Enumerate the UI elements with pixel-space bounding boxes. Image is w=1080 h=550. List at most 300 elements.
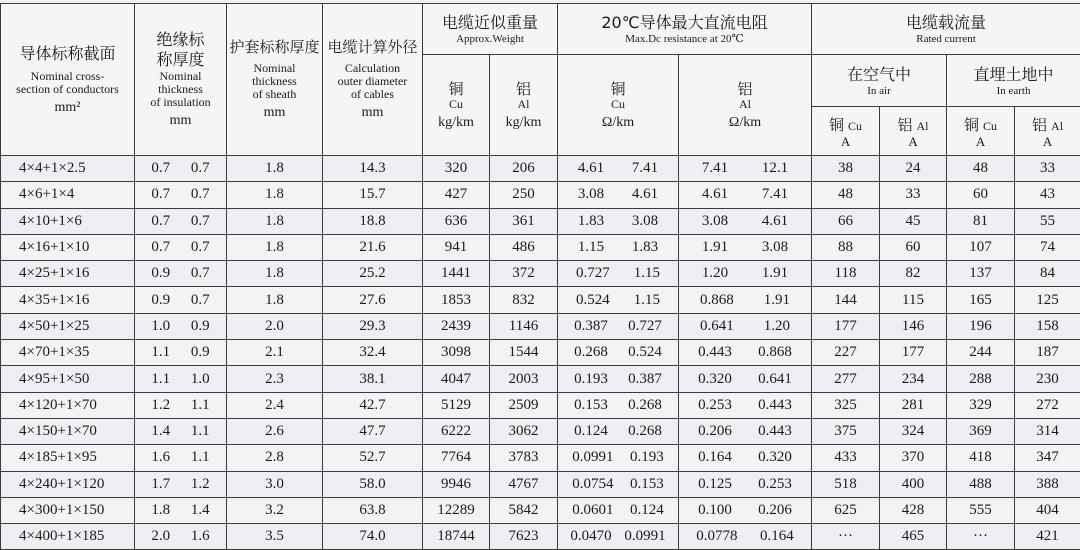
insulation-cell-value: 1.0	[151, 318, 170, 335]
earth-al-cell: 158	[1015, 313, 1080, 339]
resistance-cu-cell	[558, 497, 679, 523]
resistance-cu-cell-value: 0.153	[574, 397, 608, 414]
conductor-cell: 4×300+1×150	[1, 497, 135, 523]
resistance-cu-cell-value: 0.387	[628, 371, 662, 388]
earth-cu-cell: 81	[947, 208, 1015, 234]
insulation-cell-value: 0.7	[191, 186, 210, 203]
air-cu-cell: 144	[812, 287, 880, 313]
weight-al-cell: 486	[490, 234, 558, 260]
resistance-cu-cell-value: 0.0601	[572, 502, 613, 519]
insulation-cell-value: 0.7	[191, 265, 210, 282]
insulation-cell-value: 1.6	[151, 449, 170, 466]
weight-cu-cell: 1853	[423, 287, 490, 313]
insulation-cell-value: 0.9	[191, 344, 210, 361]
resistance-cu-cell-value: 7.41	[632, 160, 658, 177]
air-cu-cell: 625	[812, 497, 880, 523]
resistance-cu-cell	[558, 340, 679, 366]
header-air-cu: 铜 Cu A	[812, 107, 880, 156]
table-row	[1, 208, 1080, 234]
header-weight-al: 铝 Al kg/km	[490, 55, 558, 156]
resistance-cu-cell-value: 1.15	[578, 239, 604, 256]
resistance-al-cell	[679, 366, 812, 392]
conductor-cell: 4×50+1×25	[1, 313, 135, 339]
header-weight: 电缆近似重量 Approx.Weight	[423, 4, 558, 55]
insulation-cell	[135, 313, 227, 339]
insulation-cell-value: 1.6	[191, 528, 210, 545]
conductor-cell: 4×240+1×120	[1, 471, 135, 497]
air-cu-cell: 38	[812, 156, 880, 182]
resistance-al-cell	[679, 208, 812, 234]
weight-cu-cell: 941	[423, 234, 490, 260]
resistance-al-cell	[679, 287, 812, 313]
insulation-cell-value: 1.2	[151, 397, 170, 414]
insulation-cell-value: 0.7	[151, 239, 170, 256]
resistance-al-cell-value: 0.164	[698, 449, 732, 466]
header-conductor: 导体标称截面 Nominal cross- section of conductors mm²	[1, 4, 135, 156]
earth-cu-cell: 196	[947, 313, 1015, 339]
resistance-cu-cell-value: 0.727	[576, 265, 610, 282]
resistance-al-cell-value: 12.1	[762, 160, 788, 177]
diameter-cell: 27.6	[323, 287, 423, 313]
weight-al-cell: 7623	[490, 524, 558, 550]
insulation-cell	[135, 208, 227, 234]
resistance-al-cell	[679, 392, 812, 418]
diameter-cell: 47.7	[323, 418, 423, 444]
insulation-cell-value: 1.7	[151, 476, 170, 493]
table-row	[1, 497, 1080, 523]
weight-al-cell: 2509	[490, 392, 558, 418]
weight-cu-cell: 636	[423, 208, 490, 234]
table-row	[1, 287, 1080, 313]
resistance-cu-cell-value: 4.61	[578, 160, 604, 177]
insulation-cell	[135, 261, 227, 287]
resistance-cu-cell-value: 0.124	[630, 502, 664, 519]
resistance-al-cell	[679, 524, 812, 550]
earth-cu-cell: 60	[947, 182, 1015, 208]
insulation-cell-value: 0.7	[191, 160, 210, 177]
sheath-cell: 1.8	[227, 182, 323, 208]
air-al-cell: 82	[880, 261, 947, 287]
insulation-cell-value: 0.9	[151, 292, 170, 309]
header-in-earth: 直埋土地中 In earth	[947, 55, 1080, 107]
earth-al-cell: 388	[1015, 471, 1080, 497]
resistance-cu-cell-value: 0.0754	[572, 476, 613, 493]
sheath-cell: 1.8	[227, 156, 323, 182]
weight-al-cell: 1544	[490, 340, 558, 366]
air-cu-cell: 177	[812, 313, 880, 339]
air-al-cell: 465	[880, 524, 947, 550]
resistance-al-cell-value: 1.91	[762, 265, 788, 282]
resistance-cu-cell-value: 0.0991	[624, 528, 665, 545]
header-resistance: 20℃导体最大直流电阻 Max.Dc resistance at 20℃	[558, 4, 812, 55]
weight-al-cell: 5842	[490, 497, 558, 523]
resistance-al-cell	[679, 471, 812, 497]
resistance-cu-cell	[558, 445, 679, 471]
resistance-cu-cell-value: 0.268	[628, 397, 662, 414]
insulation-cell-value: 1.1	[151, 371, 170, 388]
resistance-al-cell-value: 0.320	[698, 371, 732, 388]
earth-cu-cell: 369	[947, 418, 1015, 444]
diameter-cell: 42.7	[323, 392, 423, 418]
table-row	[1, 524, 1080, 550]
resistance-cu-cell-value: 0.524	[628, 344, 662, 361]
air-al-cell: 33	[880, 182, 947, 208]
diameter-cell: 63.8	[323, 497, 423, 523]
earth-cu-cell: 165	[947, 287, 1015, 313]
air-cu-cell: 277	[812, 366, 880, 392]
resistance-cu-cell-value: 1.83	[578, 213, 604, 230]
header-diameter: 电缆计算外径 Calculation outer diameter of cables mm	[323, 4, 423, 156]
air-cu-cell: 118	[812, 261, 880, 287]
air-al-cell: 281	[880, 392, 947, 418]
conductor-cell: 4×70+1×35	[1, 340, 135, 366]
insulation-cell-value: 1.4	[151, 423, 170, 440]
resistance-cu-cell-value: 0.268	[628, 423, 662, 440]
resistance-cu-cell	[558, 234, 679, 260]
insulation-cell	[135, 234, 227, 260]
table-row	[1, 340, 1080, 366]
resistance-al-cell-value: 7.41	[702, 160, 728, 177]
resistance-cu-cell-value: 1.15	[634, 292, 660, 309]
earth-cu-cell: 107	[947, 234, 1015, 260]
insulation-cell-value: 1.1	[191, 423, 210, 440]
air-al-cell: 115	[880, 287, 947, 313]
weight-al-cell: 206	[490, 156, 558, 182]
resistance-al-cell-value: 1.20	[764, 318, 790, 335]
resistance-cu-cell	[558, 366, 679, 392]
resistance-al-cell-value: 0.253	[758, 476, 792, 493]
conductor-cell: 4×120+1×70	[1, 392, 135, 418]
resistance-al-cell-value: 3.08	[702, 213, 728, 230]
header-current: 电缆载流量 Rated current	[812, 4, 1080, 55]
weight-al-cell: 3783	[490, 445, 558, 471]
header-insulation: 绝缘标 称厚度 Nominal thickness of insulation mm	[135, 4, 227, 156]
diameter-cell: 25.2	[323, 261, 423, 287]
air-al-cell: 60	[880, 234, 947, 260]
insulation-cell-value: 0.9	[191, 318, 210, 335]
insulation-cell-value: 0.7	[151, 186, 170, 203]
weight-cu-cell: 1441	[423, 261, 490, 287]
resistance-cu-cell-value: 0.0991	[572, 449, 613, 466]
conductor-cell: 4×95+1×50	[1, 366, 135, 392]
insulation-cell-value: 1.2	[191, 476, 210, 493]
resistance-cu-cell	[558, 208, 679, 234]
earth-cu-cell: 244	[947, 340, 1015, 366]
resistance-cu-cell-value: 0.124	[574, 423, 608, 440]
resistance-al-cell-value: 0.641	[758, 371, 792, 388]
cable-spec-table	[0, 3, 1080, 550]
air-cu-cell: 88	[812, 234, 880, 260]
weight-cu-cell: 6222	[423, 418, 490, 444]
insulation-cell-value: 0.9	[151, 265, 170, 282]
resistance-cu-cell-value: 0.268	[574, 344, 608, 361]
resistance-cu-cell-value: 0.0470	[570, 528, 611, 545]
resistance-al-cell-value: 0.443	[758, 423, 792, 440]
conductor-cell: 4×400+1×185	[1, 524, 135, 550]
resistance-cu-cell	[558, 418, 679, 444]
resistance-al-cell	[679, 261, 812, 287]
sheath-cell: 1.8	[227, 261, 323, 287]
weight-al-cell: 832	[490, 287, 558, 313]
earth-cu-cell: 288	[947, 366, 1015, 392]
air-cu-cell: 66	[812, 208, 880, 234]
air-al-cell: 234	[880, 366, 947, 392]
resistance-cu-cell-value: 0.524	[576, 292, 610, 309]
resistance-cu-cell	[558, 392, 679, 418]
resistance-cu-cell	[558, 313, 679, 339]
insulation-cell-value: 1.1	[151, 344, 170, 361]
insulation-cell-value: 1.1	[191, 397, 210, 414]
weight-cu-cell: 4047	[423, 366, 490, 392]
earth-al-cell: 74	[1015, 234, 1080, 260]
sheath-cell: 1.8	[227, 287, 323, 313]
air-al-cell: 24	[880, 156, 947, 182]
resistance-al-cell-value: 7.41	[762, 186, 788, 203]
resistance-al-cell-value: 0.868	[758, 344, 792, 361]
resistance-cu-cell-value: 4.61	[632, 186, 658, 203]
conductor-cell: 4×35+1×16	[1, 287, 135, 313]
earth-al-cell: 347	[1015, 445, 1080, 471]
earth-cu-cell: 137	[947, 261, 1015, 287]
insulation-cell	[135, 445, 227, 471]
weight-cu-cell: 18744	[423, 524, 490, 550]
resistance-cu-cell	[558, 261, 679, 287]
resistance-cu-cell	[558, 182, 679, 208]
resistance-al-cell-value: 1.20	[702, 265, 728, 282]
insulation-cell-value: 0.7	[191, 239, 210, 256]
insulation-cell-value: 2.0	[151, 528, 170, 545]
earth-cu-cell: ···	[947, 524, 1015, 550]
insulation-cell-value: 1.1	[191, 449, 210, 466]
header-earth-cu: 铜 Cu A	[947, 107, 1015, 156]
air-cu-cell: 227	[812, 340, 880, 366]
insulation-cell-value: 1.8	[151, 502, 170, 519]
resistance-al-cell	[679, 418, 812, 444]
resistance-al-cell-value: 4.61	[762, 213, 788, 230]
resistance-al-cell-value: 0.206	[698, 423, 732, 440]
diameter-cell: 38.1	[323, 366, 423, 392]
insulation-cell	[135, 340, 227, 366]
weight-cu-cell: 7764	[423, 445, 490, 471]
earth-cu-cell: 418	[947, 445, 1015, 471]
table-row	[1, 418, 1080, 444]
table-row	[1, 234, 1080, 260]
conductor-cell: 4×6+1×4	[1, 182, 135, 208]
sheath-cell: 2.4	[227, 392, 323, 418]
resistance-al-cell	[679, 340, 812, 366]
header-resistance-cu: 铜 Cu Ω/km	[558, 55, 679, 156]
resistance-cu-cell-value: 0.193	[574, 371, 608, 388]
resistance-al-cell-value: 0.125	[698, 476, 732, 493]
earth-al-cell: 33	[1015, 156, 1080, 182]
insulation-cell-value: 1.0	[191, 371, 210, 388]
table-row	[1, 366, 1080, 392]
conductor-cell: 4×4+1×2.5	[1, 156, 135, 182]
table-body	[1, 156, 1080, 550]
header-resistance-al: 铝 Al Ω/km	[679, 55, 812, 156]
resistance-cu-cell-value: 0.387	[574, 318, 608, 335]
insulation-cell	[135, 471, 227, 497]
diameter-cell: 14.3	[323, 156, 423, 182]
diameter-cell: 29.3	[323, 313, 423, 339]
air-al-cell: 45	[880, 208, 947, 234]
earth-cu-cell: 555	[947, 497, 1015, 523]
earth-al-cell: 55	[1015, 208, 1080, 234]
diameter-cell: 58.0	[323, 471, 423, 497]
earth-al-cell: 84	[1015, 261, 1080, 287]
sheath-cell: 2.1	[227, 340, 323, 366]
resistance-cu-cell-value: 1.15	[634, 265, 660, 282]
weight-cu-cell: 427	[423, 182, 490, 208]
earth-cu-cell: 329	[947, 392, 1015, 418]
air-al-cell: 324	[880, 418, 947, 444]
earth-al-cell: 187	[1015, 340, 1080, 366]
earth-cu-cell: 488	[947, 471, 1015, 497]
resistance-cu-cell	[558, 471, 679, 497]
insulation-cell	[135, 287, 227, 313]
sheath-cell: 3.5	[227, 524, 323, 550]
air-al-cell: 177	[880, 340, 947, 366]
resistance-al-cell-value: 0.443	[758, 397, 792, 414]
air-al-cell: 146	[880, 313, 947, 339]
diameter-cell: 32.4	[323, 340, 423, 366]
conductor-cell: 4×10+1×6	[1, 208, 135, 234]
weight-al-cell: 4767	[490, 471, 558, 497]
sheath-cell: 1.8	[227, 234, 323, 260]
sheath-cell: 2.8	[227, 445, 323, 471]
resistance-cu-cell-value: 1.83	[632, 239, 658, 256]
resistance-al-cell	[679, 313, 812, 339]
table-row	[1, 471, 1080, 497]
air-al-cell: 370	[880, 445, 947, 471]
resistance-al-cell-value: 0.0778	[696, 528, 737, 545]
earth-al-cell: 421	[1015, 524, 1080, 550]
diameter-cell: 18.8	[323, 208, 423, 234]
table-row	[1, 261, 1080, 287]
earth-cu-cell: 48	[947, 156, 1015, 182]
resistance-al-cell-value: 4.61	[702, 186, 728, 203]
insulation-cell-value: 0.7	[191, 292, 210, 309]
resistance-al-cell	[679, 156, 812, 182]
diameter-cell: 52.7	[323, 445, 423, 471]
resistance-al-cell-value: 1.91	[764, 292, 790, 309]
conductor-cell: 4×16+1×10	[1, 234, 135, 260]
weight-al-cell: 3062	[490, 418, 558, 444]
insulation-cell	[135, 418, 227, 444]
resistance-cu-cell-value: 0.727	[628, 318, 662, 335]
insulation-cell-value: 0.7	[151, 213, 170, 230]
weight-al-cell: 372	[490, 261, 558, 287]
weight-al-cell: 2003	[490, 366, 558, 392]
header-in-air: 在空气中 In air	[812, 55, 947, 107]
resistance-cu-cell	[558, 524, 679, 550]
conductor-cell: 4×185+1×95	[1, 445, 135, 471]
resistance-al-cell-value: 1.91	[702, 239, 728, 256]
header-air-al: 铝 Al A	[880, 107, 947, 156]
insulation-cell	[135, 182, 227, 208]
earth-al-cell: 125	[1015, 287, 1080, 313]
resistance-al-cell-value: 0.443	[698, 344, 732, 361]
air-cu-cell: ···	[812, 524, 880, 550]
resistance-al-cell-value: 0.206	[758, 502, 792, 519]
resistance-al-cell-value: 0.253	[698, 397, 732, 414]
resistance-al-cell-value: 0.868	[700, 292, 734, 309]
resistance-al-cell	[679, 182, 812, 208]
weight-cu-cell: 3098	[423, 340, 490, 366]
resistance-al-cell	[679, 234, 812, 260]
insulation-cell	[135, 497, 227, 523]
header-earth-al: 铝 Al A	[1015, 107, 1080, 156]
table-row	[1, 445, 1080, 471]
resistance-al-cell-value: 0.164	[760, 528, 794, 545]
air-cu-cell: 325	[812, 392, 880, 418]
table-row	[1, 313, 1080, 339]
resistance-al-cell-value: 0.320	[758, 449, 792, 466]
air-cu-cell: 433	[812, 445, 880, 471]
diameter-cell: 74.0	[323, 524, 423, 550]
resistance-cu-cell	[558, 287, 679, 313]
earth-al-cell: 43	[1015, 182, 1080, 208]
air-al-cell: 400	[880, 471, 947, 497]
diameter-cell: 15.7	[323, 182, 423, 208]
resistance-al-cell	[679, 445, 812, 471]
conductor-cell: 4×25+1×16	[1, 261, 135, 287]
sheath-cell: 3.0	[227, 471, 323, 497]
resistance-cu-cell-value: 0.153	[630, 476, 664, 493]
air-cu-cell: 375	[812, 418, 880, 444]
earth-al-cell: 314	[1015, 418, 1080, 444]
earth-al-cell: 230	[1015, 366, 1080, 392]
resistance-cu-cell	[558, 156, 679, 182]
weight-al-cell: 1146	[490, 313, 558, 339]
header-weight-cu: 铜 Cu kg/km	[423, 55, 490, 156]
sheath-cell: 2.6	[227, 418, 323, 444]
weight-al-cell: 250	[490, 182, 558, 208]
insulation-cell-value: 0.7	[191, 213, 210, 230]
conductor-cell: 4×150+1×70	[1, 418, 135, 444]
weight-cu-cell: 9946	[423, 471, 490, 497]
resistance-cu-cell-value: 3.08	[632, 213, 658, 230]
air-cu-cell: 518	[812, 471, 880, 497]
weight-cu-cell: 5129	[423, 392, 490, 418]
resistance-al-cell-value: 0.641	[700, 318, 734, 335]
sheath-cell: 3.2	[227, 497, 323, 523]
resistance-cu-cell-value: 3.08	[578, 186, 604, 203]
table-row	[1, 156, 1080, 182]
sheath-cell: 1.8	[227, 208, 323, 234]
weight-cu-cell: 2439	[423, 313, 490, 339]
header-sheath: 护套标称厚度 Nominal thickness of sheath mm	[227, 4, 323, 156]
resistance-al-cell-value: 0.100	[698, 502, 732, 519]
earth-al-cell: 404	[1015, 497, 1080, 523]
insulation-cell	[135, 392, 227, 418]
sheath-cell: 2.3	[227, 366, 323, 392]
earth-al-cell: 272	[1015, 392, 1080, 418]
weight-al-cell: 361	[490, 208, 558, 234]
weight-cu-cell: 12289	[423, 497, 490, 523]
air-al-cell: 428	[880, 497, 947, 523]
diameter-cell: 21.6	[323, 234, 423, 260]
insulation-cell-value: 0.7	[151, 160, 170, 177]
insulation-cell	[135, 366, 227, 392]
insulation-cell-value: 1.4	[191, 502, 210, 519]
table-row	[1, 392, 1080, 418]
air-cu-cell: 48	[812, 182, 880, 208]
insulation-cell	[135, 524, 227, 550]
resistance-al-cell-value: 3.08	[762, 239, 788, 256]
resistance-cu-cell-value: 0.193	[630, 449, 664, 466]
insulation-cell	[135, 156, 227, 182]
